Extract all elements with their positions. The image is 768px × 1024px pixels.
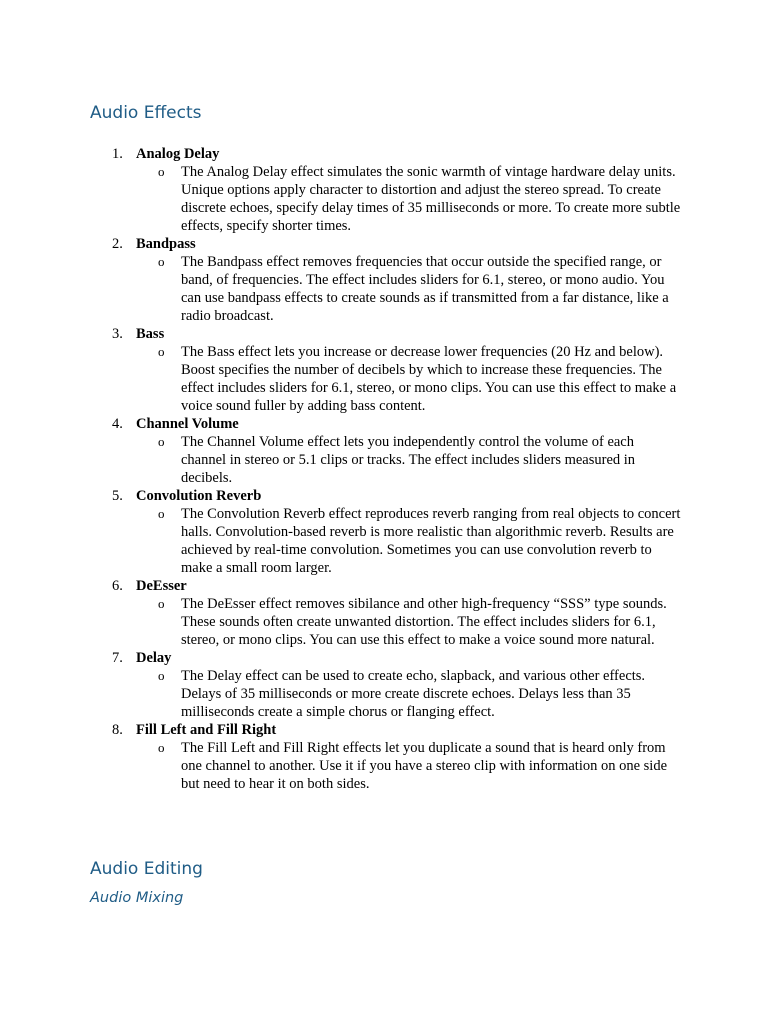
effect-title: Bass	[136, 326, 165, 342]
list-item-head	[0, 235, 768, 253]
list-item	[0, 415, 768, 487]
list-item	[0, 577, 768, 649]
effect-description-row	[0, 667, 768, 721]
effect-title: Analog Delay	[136, 146, 220, 162]
effects-list	[0, 145, 768, 793]
effect-description-row	[0, 739, 768, 793]
effect-description-row	[0, 595, 768, 649]
list-item-head	[0, 649, 768, 667]
bullet-marker: o	[158, 164, 165, 179]
list-item-head	[0, 415, 768, 433]
bullet-marker: o	[158, 254, 165, 269]
effect-description: The DeEsser effect removes sibilance and other high-frequency “SSS” type sounds. These sounds often create unwanted distortion. The effect includes sliders for 6.1, stereo, or mono clips. You can use this effect to make a voice sound more natural.	[181, 596, 667, 648]
list-number: 5.	[112, 488, 123, 504]
effect-description: The Fill Left and Fill Right effects let you duplicate a sound that is heard only from one channel to another. Use it if you have a stereo clip with information on one side but need to hear it on both sides.	[181, 740, 668, 792]
list-number: 6.	[112, 578, 123, 594]
effect-description-row	[0, 253, 768, 325]
bullet-marker: o	[158, 596, 165, 611]
effect-description: The Channel Volume effect lets you independently control the volume of each channel in stereo or 5.1 clips or tracks. The effect includes sliders measured in decibels.	[181, 434, 636, 486]
list-number: 7.	[112, 650, 123, 666]
effect-description: The Convolution Reverb effect reproduces reverb ranging from real objects to concert halls. Convolution-based reverb is more realistic than algorithmic reverb. Results are achieved by real-time convolution. Sometimes you can use convolution reverb to make a small room larger.	[181, 506, 681, 576]
bullet-marker: o	[158, 668, 165, 683]
effect-description-row	[0, 433, 768, 487]
effect-title: Bandpass	[136, 236, 196, 252]
bullet-marker: o	[158, 434, 165, 449]
list-item	[0, 721, 768, 793]
list-number: 8.	[112, 722, 123, 738]
list-number: 2.	[112, 236, 123, 252]
effect-title: Fill Left and Fill Right	[136, 722, 277, 738]
list-item-head	[0, 325, 768, 343]
list-item-head	[0, 577, 768, 595]
effect-title: Convolution Reverb	[136, 488, 262, 504]
list-item	[0, 649, 768, 721]
effect-description: The Bass effect lets you increase or decrease lower frequencies (20 Hz and below). Boost specifies the number of decibels by which to increase these frequencies. The effect includes sliders for 6.1, stereo, or mono clips. You can use this effect to make a voice sound fuller by adding bass content.	[181, 344, 677, 414]
effect-title: Delay	[136, 650, 172, 666]
list-item	[0, 487, 768, 577]
list-item	[0, 145, 768, 235]
effect-description: The Bandpass effect removes frequencies that occur outside the specified range, or band, of frequencies. The effect includes sliders for 6.1, stereo, or mono audio. You can use bandpass effects to create sounds as if transmitted from a far distance, like a radio broadcast.	[181, 254, 669, 324]
bullet-marker: o	[158, 740, 165, 755]
subheading-audio-mixing: Audio Mixing	[90, 890, 184, 906]
effect-description: The Analog Delay effect simulates the sonic warmth of vintage hardware delay units. Unique options apply character to distortion and adjust the stereo spread. To create discrete echoes, specify delay times of 35 milliseconds or more. To create more subtle effects, specify shorter times.	[181, 164, 681, 234]
effect-title: DeEsser	[136, 578, 187, 594]
bullet-marker: o	[158, 506, 165, 521]
list-number: 4.	[112, 416, 123, 432]
effect-title: Channel Volume	[136, 416, 239, 432]
list-item-head	[0, 487, 768, 505]
list-number: 3.	[112, 326, 123, 342]
bullet-marker: o	[158, 344, 165, 359]
effect-description-row	[0, 343, 768, 415]
heading-audio-editing: Audio Editing	[90, 859, 203, 879]
heading-audio-effects: Audio Effects	[90, 103, 202, 123]
list-item	[0, 325, 768, 415]
effect-description-row	[0, 163, 768, 235]
effect-description: The Delay effect can be used to create echo, slapback, and various other effects. Delays of 35 milliseconds or more create discrete echoes. Delays less than 35 milliseconds create a simple chorus or flanging effect.	[181, 668, 646, 720]
list-item-head	[0, 721, 768, 739]
list-item-head	[0, 145, 768, 163]
effect-description-row	[0, 505, 768, 577]
list-item	[0, 235, 768, 325]
list-number: 1.	[112, 146, 123, 162]
